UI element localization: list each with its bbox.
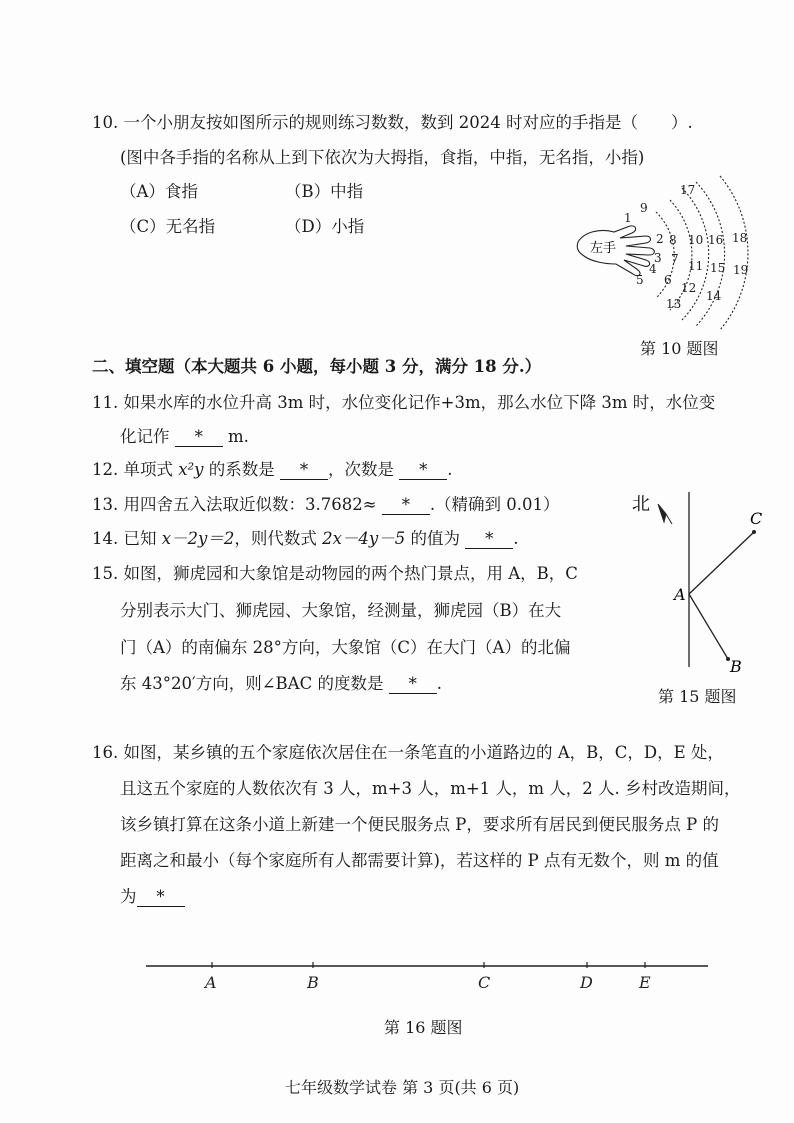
q15-text: 东 43°20′方向，则∠BAC 的度数是 — [120, 674, 384, 693]
q14-line — [92, 528, 519, 550]
north-label: 北 — [632, 494, 650, 515]
count-number: 2 — [656, 232, 664, 246]
ray-ac — [689, 532, 754, 594]
q10-figure-caption: 第 10 题图 — [640, 339, 719, 358]
point-label-e: E — [639, 973, 651, 992]
q10-option-b[interactable] — [285, 181, 363, 203]
q15-answer-blank[interactable]: * — [389, 675, 437, 694]
q10-option-d[interactable] — [285, 216, 364, 238]
q15-text: 如图，狮虎园和大象馆是动物园的两个热门景点，用 A，B，C — [123, 564, 578, 583]
q14-num: 14. — [92, 529, 119, 548]
label-a: A — [674, 585, 686, 604]
q15-line-4 — [120, 673, 442, 695]
count-number: 5 — [636, 273, 644, 287]
option-label: （A） — [120, 182, 165, 201]
q12-text: . — [447, 460, 453, 479]
q15-figure-caption: 第 15 题图 — [658, 687, 737, 706]
q14-text: 的值为 — [405, 529, 460, 548]
q11-line-1 — [92, 392, 715, 414]
q12-line — [92, 459, 453, 481]
q11-answer-blank[interactable]: * — [175, 428, 223, 447]
count-number: 19 — [733, 263, 749, 277]
page-footer: 七年级数学试卷 第 3 页(共 6 页) — [285, 1078, 520, 1097]
point-label-b: B — [307, 973, 319, 992]
q10-hand-figure — [570, 170, 770, 335]
q12-answer-blank-1[interactable]: * — [280, 461, 328, 480]
option-label: （D） — [285, 217, 332, 236]
option-label: （C） — [120, 217, 166, 236]
q12-text: ，次数是 — [328, 460, 394, 479]
q11-text: m. — [228, 427, 249, 446]
q13-answer-blank[interactable]: * — [382, 496, 430, 515]
option-text: 中指 — [330, 182, 364, 201]
q14-expression: x－2y＝2 — [161, 529, 235, 548]
label-b: B — [730, 657, 742, 676]
q10-stem: 一个小朋友按如图所示的规则练习数数，数到 2024 时对应的手指是（ ）. — [123, 113, 693, 132]
option-text: 无名指 — [165, 217, 216, 236]
count-number: 6 — [664, 273, 672, 287]
q11-line-2 — [120, 426, 249, 448]
q16-num: 16. — [92, 743, 119, 762]
count-number: 12 — [681, 281, 697, 295]
q16-line-1 — [92, 742, 724, 764]
q11-text: 如果水库的水位升高 3m 时，水位变化记作+3m，那么水位下降 3m 时，水位变 — [123, 393, 716, 412]
section-2-header — [92, 356, 541, 378]
count-number: 7 — [671, 252, 679, 266]
count-number: 14 — [706, 289, 722, 303]
section-detail: （本大题共 6 小题，每小题 3 分，满分 18 分.） — [174, 357, 542, 376]
q15-direction-figure — [620, 484, 780, 679]
point-label-d: D — [580, 973, 593, 992]
q11-text: 化记作 — [120, 427, 170, 446]
q13-text: .（精确到 0.01） — [429, 495, 560, 514]
q15-text: . — [436, 674, 442, 693]
q16-road-figure — [140, 956, 715, 996]
q16-figure-caption: 第 16 题图 — [384, 1018, 463, 1037]
hand-label: 左手 — [590, 241, 617, 256]
count-number: 3 — [654, 251, 662, 265]
q10-option-a[interactable] — [120, 181, 198, 203]
point-label-c: C — [478, 973, 491, 992]
option-text: 食指 — [164, 182, 198, 201]
q16-answer-blank[interactable]: * — [137, 888, 185, 907]
q16-text: 如图，某乡镇的五个家庭依次居住在一条笔直的小道路边的 A，B，C，D，E 处， — [123, 743, 724, 762]
count-number: 16 — [708, 233, 724, 247]
q16-line-5 — [120, 886, 185, 908]
count-number: 8 — [669, 233, 677, 247]
q14-text: 已知 — [123, 529, 162, 548]
q15-line-1 — [92, 563, 578, 585]
ray-ab — [689, 594, 728, 659]
q10-num: 10. — [92, 113, 119, 132]
q15-num: 15. — [92, 564, 119, 583]
q13-num: 13. — [92, 495, 119, 514]
q15-line-3: 门（A）的南偏东 28°方向，大象馆（C）在大门（A）的北偏 — [120, 638, 571, 657]
count-number: 15 — [710, 261, 726, 275]
q10-option-c[interactable] — [120, 216, 215, 238]
q14-expression: 2x－4y－5 — [322, 529, 406, 548]
count-number: 9 — [640, 201, 648, 215]
q10-note: (图中各手指的名称从上到下依次为大拇指，食指，中指，无名指，小指) — [120, 148, 645, 167]
label-c: C — [750, 509, 763, 528]
q12-num: 12. — [92, 460, 119, 479]
count-number: 13 — [666, 297, 682, 311]
section-title: 二、填空题 — [92, 357, 175, 376]
count-number: 11 — [688, 259, 704, 273]
q14-text: ，则代数式 — [234, 529, 323, 548]
point-label-a: A — [205, 973, 217, 992]
q12-text: 单项式 — [123, 460, 179, 479]
count-number: 1 — [624, 211, 632, 225]
q10-text — [92, 112, 693, 134]
q16-line-4: 距离之和最小（每个家庭所有人都需要计算)，若这样的 P 点有无数个，则 m 的值 — [120, 851, 719, 870]
q15-line-2: 分别表示大门、狮虎园、大象馆，经测量，狮虎园（B）在大 — [120, 601, 562, 620]
point-c — [752, 530, 756, 534]
q12-text: 的系数是 — [203, 460, 275, 479]
count-number: 10 — [688, 233, 704, 247]
q16-line-3: 该乡镇打算在这条小道上新建一个便民服务点 P，要求所有居民到便民服务点 P 的 — [120, 815, 719, 834]
count-number: 17 — [680, 183, 696, 197]
count-number: 4 — [649, 262, 657, 276]
q16-line-2: 且这五个家庭的人数依次有 3 人，m+3 人，m+1 人，m 人，2 人. 乡村改造期间， — [120, 779, 741, 798]
q13-text: 用四舍五入法取近似数：3.7682≈ — [123, 495, 377, 514]
q13-line — [92, 494, 560, 516]
option-label: （B） — [285, 182, 331, 201]
q12-expression: x²y — [178, 460, 204, 479]
q14-text: . — [513, 529, 519, 548]
q16-text: 为 — [120, 887, 137, 906]
count-number: 18 — [732, 231, 748, 245]
q11-num: 11. — [92, 393, 119, 412]
q14-answer-blank[interactable]: * — [465, 530, 513, 549]
q12-answer-blank-2[interactable]: * — [399, 461, 447, 480]
north-arrow-icon — [658, 504, 672, 524]
option-text: 小指 — [331, 217, 365, 236]
